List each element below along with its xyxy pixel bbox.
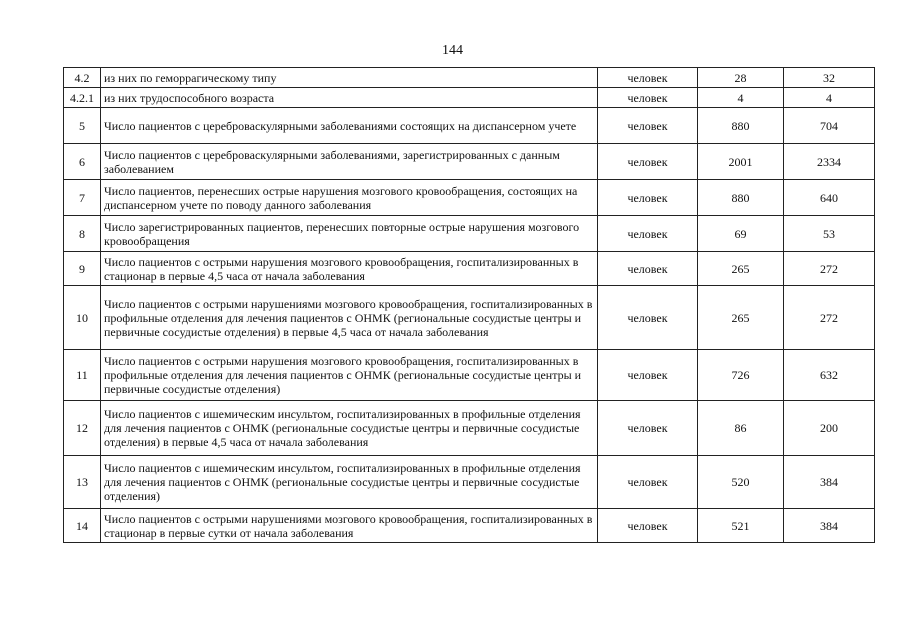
row-unit: человек: [598, 350, 698, 401]
row-description: Число пациентов с ишемическим инсультом, госпитализированных в профильные отделения для лечения пациентов с ОНМК (региональные сосудистые центры и первичные сосудистые отделения) в первые 4,5 часа от начала заболевания: [101, 401, 598, 456]
row-value-1: 726: [698, 350, 784, 401]
row-number: 10: [64, 286, 101, 350]
row-description: Число пациентов с острыми нарушениями мозгового кровообращения, госпитализированных в профильные отделения для лечения пациентов с ОНМК (региональные сосудистые центры и первичные сосудистые отделения) в первые 4,5 часа от начала заболевания: [101, 286, 598, 350]
row-value-1: 521: [698, 509, 784, 543]
row-description: Число пациентов с цереброваскулярными заболеваниями, зарегистрированных с данным заболеванием: [101, 144, 598, 180]
row-description: из них по геморрагическому типу: [101, 68, 598, 88]
table-row: [64, 108, 875, 144]
row-value-2: 32: [784, 68, 875, 88]
row-unit: человек: [598, 144, 698, 180]
row-unit: человек: [598, 88, 698, 108]
row-unit: человек: [598, 252, 698, 286]
row-description: Число пациентов с ишемическим инсультом, госпитализированных в профильные отделения для лечения пациентов с ОНМК (региональные сосудистые центры и первичные сосудистые отделения): [101, 456, 598, 509]
row-description: из них трудоспособного возраста: [101, 88, 598, 108]
row-value-2: 632: [784, 350, 875, 401]
table-row: [64, 286, 875, 350]
row-unit: человек: [598, 456, 698, 509]
row-value-2: 384: [784, 456, 875, 509]
row-value-2: 640: [784, 180, 875, 216]
row-value-1: 265: [698, 252, 784, 286]
row-value-1: 69: [698, 216, 784, 252]
row-value-2: 2334: [784, 144, 875, 180]
row-value-2: 272: [784, 252, 875, 286]
row-description: Число пациентов, перенесших острые нарушения мозгового кровообращения, состоящих на диспансерном учете по поводу данного заболевания: [101, 180, 598, 216]
row-value-1: 4: [698, 88, 784, 108]
row-description: Число пациентов с острыми нарушениями мозгового кровообращения, госпитализированных в стационар в первые сутки от начала заболевания: [101, 509, 598, 543]
row-value-1: 2001: [698, 144, 784, 180]
table-row: [64, 401, 875, 456]
row-value-2: 384: [784, 509, 875, 543]
statistics-table: [63, 67, 875, 543]
row-number: 4.2.1: [64, 88, 101, 108]
row-number: 6: [64, 144, 101, 180]
table-row: [64, 252, 875, 286]
row-value-2: 272: [784, 286, 875, 350]
page-number: 144: [442, 43, 463, 58]
row-description: Число пациентов с цереброваскулярными заболеваниями состоящих на диспансерном учете: [101, 108, 598, 144]
row-value-1: 28: [698, 68, 784, 88]
row-value-1: 880: [698, 180, 784, 216]
row-number: 13: [64, 456, 101, 509]
row-description: Число зарегистрированных пациентов, перенесших повторные острые нарушения мозгового кровообращения: [101, 216, 598, 252]
table-row: [64, 456, 875, 509]
row-number: 12: [64, 401, 101, 456]
row-unit: человек: [598, 180, 698, 216]
row-value-2: 4: [784, 88, 875, 108]
row-number: 7: [64, 180, 101, 216]
row-value-1: 86: [698, 401, 784, 456]
table-row: [64, 509, 875, 543]
row-value-1: 880: [698, 108, 784, 144]
row-unit: человек: [598, 509, 698, 543]
row-unit: человек: [598, 108, 698, 144]
table-row: [64, 88, 875, 108]
row-value-2: 704: [784, 108, 875, 144]
row-unit: человек: [598, 68, 698, 88]
table-row: [64, 216, 875, 252]
row-description: Число пациентов с острыми нарушения мозгового кровообращения, госпитализированных в стационар в первые 4,5 часа от начала заболевания: [101, 252, 598, 286]
row-unit: человек: [598, 401, 698, 456]
row-description: Число пациентов с острыми нарушения мозгового кровообращения, госпитализированных в профильные отделения для лечения пациентов с ОНМК (региональные сосудистые центры и первичные сосудистые отделения): [101, 350, 598, 401]
row-value-2: 200: [784, 401, 875, 456]
row-number: 11: [64, 350, 101, 401]
table-row: [64, 350, 875, 401]
table-row: [64, 144, 875, 180]
row-number: 9: [64, 252, 101, 286]
row-unit: человек: [598, 216, 698, 252]
row-value-2: 53: [784, 216, 875, 252]
row-unit: человек: [598, 286, 698, 350]
row-number: 8: [64, 216, 101, 252]
row-number: 4.2: [64, 68, 101, 88]
table-row: [64, 180, 875, 216]
row-number: 5: [64, 108, 101, 144]
row-number: 14: [64, 509, 101, 543]
table-row: [64, 68, 875, 88]
row-value-1: 520: [698, 456, 784, 509]
row-value-1: 265: [698, 286, 784, 350]
